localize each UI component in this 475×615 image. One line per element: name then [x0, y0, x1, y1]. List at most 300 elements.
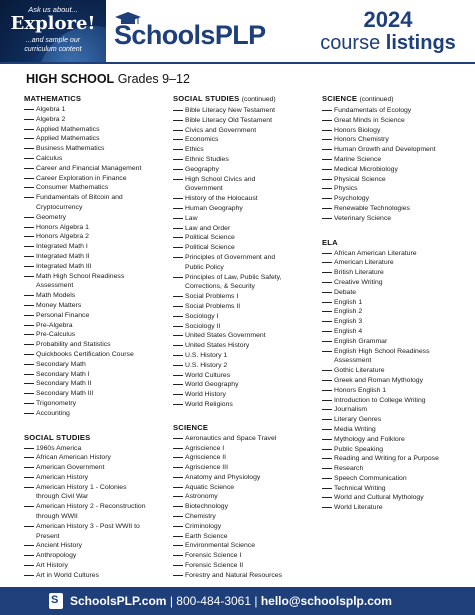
course-item: [173, 400, 321, 410]
course-name: United States Government: [185, 332, 266, 340]
checkbox-blank: [322, 341, 332, 342]
course-list-science-continued: [322, 106, 470, 224]
checkbox-blank: [322, 159, 332, 160]
course-item: [24, 321, 172, 331]
course-name: Principles of Law, Public Safety,: [185, 273, 282, 281]
checkbox-blank: [24, 305, 34, 306]
checkbox-blank: [24, 168, 34, 169]
science-heading-text: SCIENCE: [322, 94, 358, 103]
course-item: [24, 551, 172, 561]
course-name: African American History: [36, 454, 111, 462]
course-name: Pre-Algebra: [36, 321, 73, 329]
course-item: [173, 561, 321, 571]
checkbox-blank: [173, 448, 183, 449]
course-item: [24, 370, 172, 380]
checkbox-blank: [322, 179, 332, 180]
checkbox-blank: [322, 149, 332, 150]
checkbox-blank: [173, 457, 183, 458]
course-name: Agriscience III: [185, 464, 228, 472]
course-name: World Geography: [185, 381, 239, 389]
checkbox-blank: [173, 506, 183, 507]
checkbox-blank: [24, 266, 34, 267]
course-name: Corrections, & Security: [185, 283, 255, 291]
course-name: English Grammar: [334, 337, 388, 345]
checkbox-blank: [173, 257, 183, 258]
course-item: [322, 258, 470, 268]
checkbox-blank: [322, 468, 332, 469]
course-item: [322, 298, 470, 308]
checkbox-blank: [24, 526, 34, 527]
course-name: Creative Writing: [334, 278, 383, 286]
course-item: [24, 272, 172, 282]
checkbox-blank: [173, 394, 183, 395]
checkbox-blank: [24, 487, 34, 488]
course-name: Honors English 1: [334, 386, 387, 394]
course-name: Political Science: [185, 234, 235, 242]
course-name: Marine Science: [334, 155, 382, 163]
course-name: Renewable Technologies: [334, 204, 410, 212]
course-item: [24, 409, 172, 419]
schoolsplp-logo: [114, 20, 266, 51]
checkbox-blank: [173, 139, 183, 140]
course-name: Algebra 1: [36, 106, 66, 113]
ask-line: Ask us about...: [28, 5, 78, 14]
course-name: World History: [185, 391, 226, 399]
course-item: [24, 311, 172, 321]
course-name: Geometry: [36, 213, 67, 221]
course-item: [173, 126, 321, 136]
course-item: [24, 105, 172, 115]
checkbox-blank: [322, 120, 332, 121]
course-item-continuation: [24, 512, 172, 522]
checkbox-blank: [24, 555, 34, 556]
checkbox-blank: [322, 218, 332, 219]
course-item: [322, 445, 470, 455]
checkbox-blank: [173, 237, 183, 238]
checkbox-blank: [173, 496, 183, 497]
course-item: [173, 380, 321, 390]
course-name: Biotechnology: [185, 503, 228, 511]
checkbox-blank: [322, 478, 332, 479]
course-name: Medical Microbiology: [334, 165, 398, 173]
explore-text: Explore!: [10, 13, 96, 34]
course-item: [322, 165, 470, 175]
checkbox-blank: [322, 262, 332, 263]
course-item: [173, 224, 321, 234]
course-name: Fundamentals of Ecology: [334, 107, 412, 114]
checkbox-blank: [173, 149, 183, 150]
course-name: Applied Mathematics: [36, 125, 100, 133]
course-name: Personal Finance: [36, 311, 90, 319]
course-name: Business Mathematics: [36, 145, 105, 153]
course-item: [322, 214, 470, 224]
course-item: [173, 165, 321, 175]
course-item: [322, 268, 470, 278]
course-name: Assessment: [334, 357, 372, 365]
course-name: English 3: [334, 318, 363, 326]
course-item: [322, 116, 470, 126]
column-3: [322, 94, 470, 513]
course-item: [322, 337, 470, 347]
header-subtitle: [308, 32, 468, 54]
sample-line-2: curriculum content: [24, 46, 82, 53]
footer-phone[interactable]: 800-484-3061: [176, 594, 252, 608]
checkbox-blank: [173, 277, 183, 278]
course-name: World Cultures: [185, 371, 231, 379]
course-item: [173, 390, 321, 400]
checkbox-blank: [322, 380, 332, 381]
course-item: [173, 463, 321, 473]
course-item: [173, 492, 321, 502]
course-name: Quickbooks Certification Course: [36, 350, 134, 358]
checkbox-blank: [173, 487, 183, 488]
checkbox-blank: [322, 321, 332, 322]
checkbox-blank: [322, 198, 332, 199]
course-item: [24, 389, 172, 399]
checkbox-blank: [322, 139, 332, 140]
checkbox-blank: [24, 413, 34, 414]
checkbox-blank: [24, 448, 34, 449]
checkbox-blank: [173, 306, 183, 307]
checkbox-blank: [24, 403, 34, 404]
footer-contact: [70, 594, 392, 608]
course-name: Bible Literacy New Testament: [185, 107, 276, 114]
course-name: English 4: [334, 327, 363, 335]
course-item-continuation: [173, 184, 321, 194]
checkbox-blank: [173, 208, 183, 209]
course-name: Bible Literacy Old Testament: [185, 116, 272, 124]
checkbox-blank: [24, 236, 34, 237]
course-item: [322, 317, 470, 327]
course-item-continuation: [24, 203, 172, 213]
course-item: [24, 444, 172, 454]
course-item: [322, 288, 470, 298]
header-course: course: [320, 32, 381, 54]
checkbox-blank: [322, 188, 332, 189]
header-title-block: [308, 8, 468, 54]
course-item: [322, 415, 470, 425]
course-item: [173, 532, 321, 542]
course-item: [322, 155, 470, 165]
course-name: Public Speaking: [334, 445, 384, 453]
course-name: Integrated Math I: [36, 243, 88, 251]
checkbox-blank: [173, 228, 183, 229]
course-item: [24, 561, 172, 571]
course-item: [24, 154, 172, 164]
course-item: [24, 483, 172, 493]
course-item: [24, 115, 172, 125]
checkbox-blank: [322, 409, 332, 410]
checkbox-blank: [173, 536, 183, 537]
section-heading-science: SCIENCE: [173, 422, 209, 432]
course-name: Secondary Math I: [36, 370, 90, 378]
course-item: [322, 175, 470, 185]
course-item: [24, 379, 172, 389]
course-item: [322, 278, 470, 288]
course-item: [173, 292, 321, 302]
course-name: Integrated Math III: [36, 262, 92, 270]
continued-label: (continued): [359, 96, 394, 103]
course-item: [173, 512, 321, 522]
course-item: [173, 473, 321, 483]
course-name: through WWII: [36, 513, 78, 521]
checkbox-blank: [24, 477, 34, 478]
course-name: Forensic Science I: [185, 552, 242, 560]
course-name: Economics: [185, 136, 219, 144]
checkbox-blank: [173, 545, 183, 546]
course-name: Debate: [334, 288, 357, 296]
checkbox-blank: [173, 565, 183, 566]
course-item: [322, 126, 470, 136]
course-item: [173, 194, 321, 204]
course-item: [322, 484, 470, 494]
course-name: Honors Biology: [334, 126, 381, 134]
course-item: [173, 444, 321, 454]
course-item: [173, 351, 321, 361]
course-item: [173, 302, 321, 312]
logo-plp: PLP: [214, 20, 266, 50]
course-list-mathematics: [24, 105, 172, 419]
continued-label: (continued): [241, 96, 276, 103]
course-name: Probability and Statistics: [36, 341, 111, 349]
course-name: Greek and Roman Mythology: [334, 376, 424, 384]
checkbox-blank: [24, 334, 34, 335]
course-name: Sociology I: [185, 312, 219, 320]
course-list-ela: [322, 249, 470, 514]
checkbox-blank: [24, 565, 34, 566]
checkbox-blank: [24, 178, 34, 179]
course-item: [322, 376, 470, 386]
course-name: Trigonometry: [36, 399, 77, 407]
course-name: Aquatic Science: [185, 483, 235, 491]
checkbox-blank: [24, 129, 34, 130]
checkbox-blank: [24, 246, 34, 247]
course-name: American History 2 - Reconstruction: [36, 503, 146, 511]
course-item: [322, 145, 470, 155]
course-name: Money Matters: [36, 301, 82, 309]
header-listings: listings: [385, 32, 456, 54]
course-name: African American Literature: [334, 249, 417, 257]
course-name: American History 1 - Colonies: [36, 483, 127, 491]
course-name: Political Science: [185, 244, 235, 252]
course-item: [173, 483, 321, 493]
course-name: Sociology II: [185, 322, 221, 330]
course-item: [24, 541, 172, 551]
checkbox-blank: [322, 351, 332, 352]
course-item-continuation: [322, 356, 470, 366]
course-item: [173, 106, 321, 116]
checkbox-blank: [173, 316, 183, 317]
footer: [0, 587, 475, 615]
page-title-main: HIGH SCHOOL: [26, 72, 115, 86]
course-name: History of the Holocaust: [185, 195, 258, 203]
checkbox-blank: [322, 507, 332, 508]
course-name: Math High School Readiness: [36, 272, 125, 280]
course-item: [173, 541, 321, 551]
course-item: [322, 249, 470, 259]
course-item: [173, 214, 321, 224]
course-item-continuation: [24, 281, 172, 291]
course-name: Algebra 2: [36, 115, 66, 123]
course-name: Consumer Mathematics: [36, 184, 109, 192]
course-item: [173, 453, 321, 463]
checkbox-blank: [322, 429, 332, 430]
course-name: Honors Chemistry: [334, 136, 389, 144]
course-name: Reading and Writing for a Purpose: [334, 455, 439, 463]
course-item: [24, 463, 172, 473]
checkbox-blank: [24, 344, 34, 345]
course-name: Calculus: [36, 154, 63, 162]
checkbox-blank: [173, 345, 183, 346]
checkbox-blank: [173, 296, 183, 297]
course-item: [173, 361, 321, 371]
section-heading-mathematics: MATHEMATICS: [24, 94, 82, 103]
checkbox-blank: [24, 354, 34, 355]
checkbox-blank: [173, 218, 183, 219]
checkbox-blank: [173, 575, 183, 576]
course-item-continuation: [24, 492, 172, 502]
course-name: Research: [334, 465, 364, 473]
course-name: American History 3 - Post WWII to: [36, 522, 140, 530]
course-name: Math Models: [36, 292, 76, 300]
checkbox-blank: [173, 326, 183, 327]
checkbox-blank: [173, 179, 183, 180]
checkbox-blank: [173, 355, 183, 356]
checkbox-blank: [322, 400, 332, 401]
course-item: [322, 425, 470, 435]
checkbox-blank: [322, 208, 332, 209]
checkbox-blank: [173, 159, 183, 160]
footer-website-link[interactable]: SchoolsPLP.com: [70, 594, 167, 608]
course-item: [173, 571, 321, 581]
checkbox-blank: [173, 365, 183, 366]
course-item: [24, 193, 172, 203]
checkbox-blank: [173, 384, 183, 385]
course-name: Anatomy and Physiology: [185, 473, 261, 481]
column-2: [173, 94, 321, 581]
checkbox-blank: [322, 292, 332, 293]
course-item: [24, 301, 172, 311]
checkbox-blank: [322, 370, 332, 371]
sample-line-1: ...and sample our: [25, 37, 81, 44]
course-name: Ethics: [185, 146, 204, 154]
course-name: American History: [36, 473, 89, 481]
course-item: [173, 522, 321, 532]
page-title-grades: Grades 9–12: [117, 72, 190, 86]
course-item: [322, 106, 470, 116]
course-name: Honors Algebra 2: [36, 233, 89, 241]
course-name: Literary Genres: [334, 416, 382, 424]
course-name: Speech Communication: [334, 474, 407, 482]
course-name: Assessment: [36, 282, 74, 290]
explore-banner[interactable]: [0, 0, 106, 62]
course-item: [173, 233, 321, 243]
checkbox-blank: [322, 449, 332, 450]
course-name: Social Problems I: [185, 293, 239, 301]
checkbox-blank: [322, 302, 332, 303]
course-name: Journalism: [334, 406, 368, 414]
checkbox-blank: [322, 130, 332, 131]
checkbox-blank: [24, 457, 34, 458]
checkbox-blank: [322, 311, 332, 312]
checkbox-blank: [24, 295, 34, 296]
checkbox-blank: [24, 119, 34, 120]
course-item: [322, 386, 470, 396]
course-name: Forensic Science II: [185, 562, 244, 570]
course-name: Human Growth and Development: [334, 146, 436, 154]
header: [0, 0, 475, 62]
course-name: English 1: [334, 298, 363, 306]
course-item: [173, 155, 321, 165]
social-studies-heading-text: SOCIAL STUDIES: [173, 94, 240, 103]
checkbox-blank: [24, 187, 34, 188]
course-name: Introduction to College Writing: [334, 396, 426, 404]
course-item: [173, 312, 321, 322]
checkbox-blank: [24, 325, 34, 326]
course-item: [322, 194, 470, 204]
course-item: [24, 522, 172, 532]
course-name: Integrated Math II: [36, 252, 90, 260]
course-name: Career and Financial Management: [36, 164, 142, 172]
course-name: U.S. History 2: [185, 361, 228, 369]
course-item: [24, 125, 172, 135]
course-name: World Religions: [185, 400, 233, 408]
checkbox-blank: [24, 506, 34, 507]
course-name: Present: [36, 532, 60, 540]
checkbox-blank: [173, 516, 183, 517]
checkbox-blank: [322, 458, 332, 459]
course-name: Technical Writing: [334, 484, 386, 492]
course-item: [24, 242, 172, 252]
checkbox-blank: [322, 497, 332, 498]
course-name: Ancient History: [36, 542, 83, 550]
course-name: Environmental Science: [185, 542, 255, 550]
course-item: [173, 204, 321, 214]
course-name: through Civil War: [36, 493, 89, 501]
course-item: [173, 434, 321, 444]
course-name: Physics: [334, 185, 358, 193]
course-item: [173, 145, 321, 155]
course-item: [322, 347, 470, 357]
checkbox-blank: [24, 217, 34, 218]
course-name: Social Problems II: [185, 302, 241, 310]
course-item-continuation: [173, 263, 321, 273]
course-name: Astronomy: [185, 493, 218, 501]
checkbox-blank: [24, 467, 34, 468]
course-item: [173, 551, 321, 561]
checkbox-blank: [322, 110, 332, 111]
course-name: Psychology: [334, 195, 369, 203]
course-name: Law and Order: [185, 224, 231, 232]
course-list-social-studies-continued: [173, 106, 321, 410]
course-name: Physical Science: [334, 175, 386, 183]
footer-email-link[interactable]: hello@schoolsplp.com: [260, 594, 392, 608]
section-heading-science-continued: [322, 94, 470, 105]
course-item: [24, 330, 172, 340]
course-item: [173, 135, 321, 145]
course-name: Cryptocurrency: [36, 203, 83, 211]
checkbox-blank: [322, 488, 332, 489]
course-item: [322, 454, 470, 464]
course-item: [24, 291, 172, 301]
course-item: [24, 144, 172, 154]
course-item: [24, 502, 172, 512]
checkbox-blank: [24, 138, 34, 139]
course-item: [24, 174, 172, 184]
course-item: [24, 453, 172, 463]
checkbox-blank: [24, 315, 34, 316]
course-item: [24, 252, 172, 262]
